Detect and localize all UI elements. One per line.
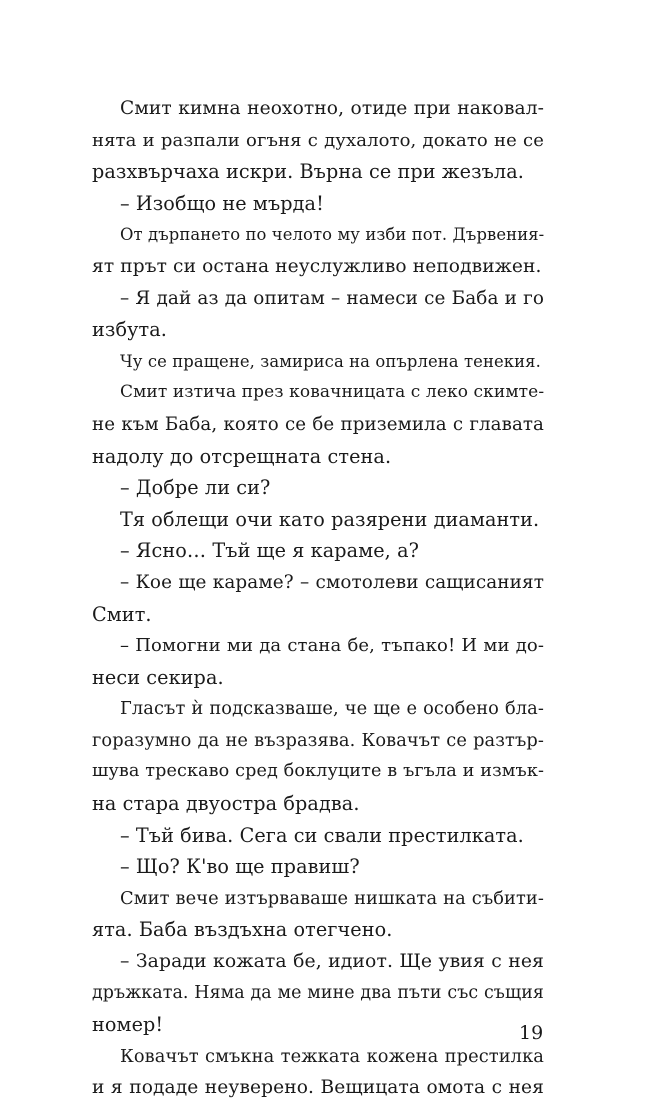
text-line: избута.: [92, 318, 167, 342]
text-line: Смит.: [92, 602, 152, 626]
text-line: ята. Баба въздъхна отегчено.: [92, 918, 393, 942]
text-line: и я подаде неуверено. Вещицата омота с нея: [92, 1077, 544, 1099]
text-line: Чу се пращене, замириса на опърлена тенекия.: [120, 351, 541, 371]
text-line: не към Баба, която се бе приземила с главата: [92, 413, 544, 435]
text-line: Смит изтича през ковачницата с леко скимте-: [120, 382, 545, 403]
body-text: [92, 93, 544, 1104]
text-line: – Що? К'во ще правиш?: [120, 855, 360, 879]
text-line: неси секира.: [92, 665, 224, 689]
text-line: – Помогни ми да стана бе, тъпако! И ми до-: [120, 635, 544, 657]
text-line: Смит вече изтърваваше нишката на събити-: [120, 887, 544, 909]
text-line: – Изобщо не мърда!: [120, 191, 324, 215]
text-line: разхвърчаха искри. Върна се при жезъла.: [92, 160, 524, 184]
text-line: Ковачът смъкна тежката кожена престилка: [120, 1045, 544, 1067]
text-line: дръжката. Няма да ме мине два пъти със същия: [92, 982, 544, 1003]
text-line: Тя облещи очи като разярени диаманти.: [120, 507, 540, 531]
text-line: – Заради кожата бе, идиот. Ще увия с нея: [120, 951, 544, 973]
page-number: 19: [519, 1022, 544, 1044]
text-line: на стара двуостра брадва.: [92, 792, 360, 816]
text-line: – Тъй бива. Сега си свали престилката.: [120, 823, 524, 847]
text-line: нята и разпали огъня с духалото, докато не се: [92, 129, 544, 151]
text-line: горазумно да не възразява. Ковачът се разтър-: [92, 729, 544, 751]
text-line: – Кое ще караме? – смотолеви сащисаният: [120, 571, 544, 593]
text-line: Смит кимна неохотно, отиде при наковал-: [120, 98, 544, 119]
text-line: – Я дай аз да опитам – намеси се Баба и го: [120, 287, 544, 309]
text-line: номер!: [92, 1013, 164, 1037]
text-line: надолу до отсрещната стена.: [92, 444, 392, 468]
text-line: Гласът ѝ подсказваше, че ще е особено бла-: [120, 698, 544, 720]
text-line: ят прът си остана неуслужливо неподвижен.: [92, 255, 542, 277]
text-line: – Добре ли си?: [120, 476, 271, 500]
text-line: – Ясно… Тъй ще я караме, а?: [120, 539, 420, 563]
text-line: шува трескаво сред боклуците в ъгъла и измък-: [92, 761, 544, 782]
text-line: От дърпането по челото му изби пот. Дървения-: [120, 225, 545, 245]
